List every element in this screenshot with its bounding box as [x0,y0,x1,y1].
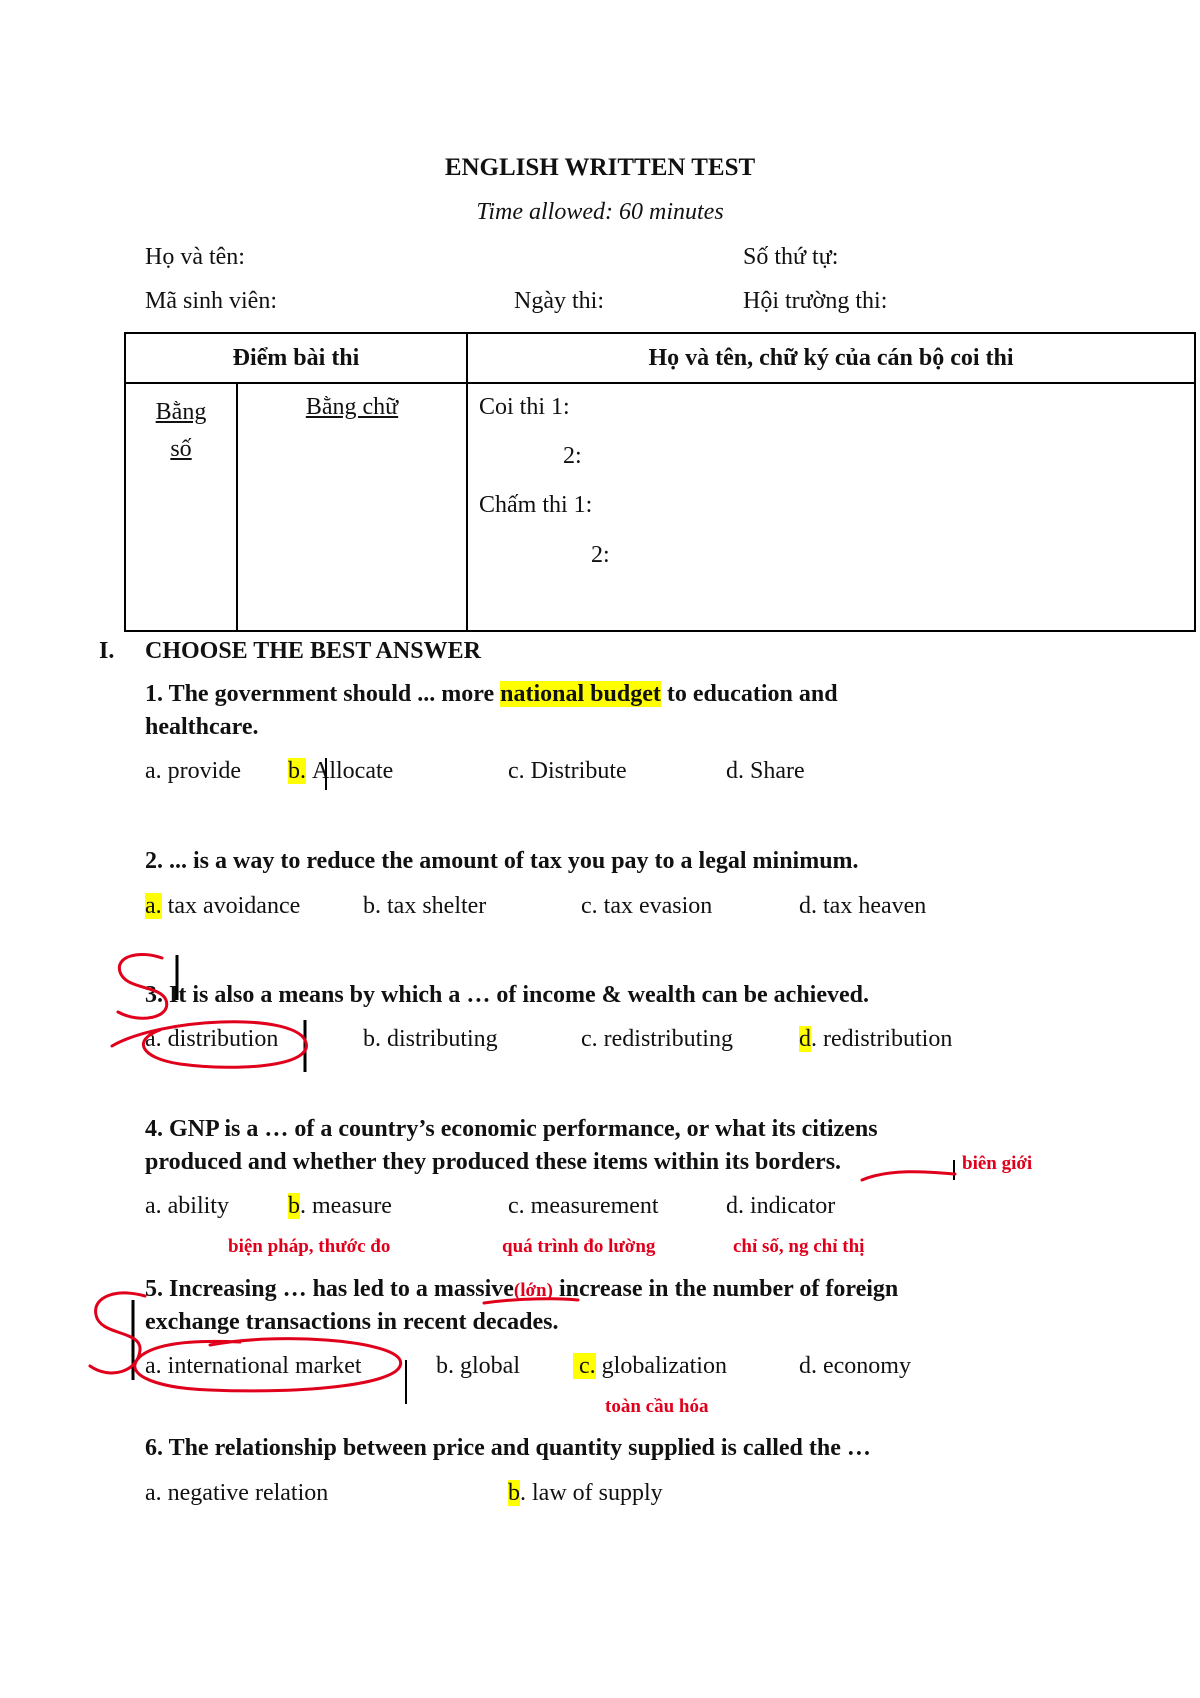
q2-option-c: c. tax evasion [581,893,713,919]
q4-option-b: b. measure [288,1193,392,1219]
score-by-number-cell [125,383,237,631]
test-title: ENGLISH WRITTEN TEST [444,154,756,181]
question-5-text-cont: exchange transactions in recent decades. [145,1309,559,1335]
q3-option-c: c. redistributing [581,1026,733,1052]
section-number: I. [99,638,115,664]
exam-hall-label: Hội trường thi: [743,288,888,314]
answer-highlight: d [799,1026,811,1052]
handwritten-note-massive: (lớn) [513,1280,553,1301]
q4-option-c: c. measurement [508,1193,659,1219]
question-4-text: 4. GNP is a … of a country’s economic performance, or what its citizens [145,1116,878,1142]
q3-option-b: b. distributing [363,1026,498,1052]
proctor-1-label: Coi thi 1: [479,394,570,420]
question-1-text-cont: healthcare. [145,714,259,740]
handwritten-s-mark [90,1293,145,1373]
proctor-header: Họ và tên, chữ ký của cán bộ coi thi [467,333,1195,383]
question-1-text: 1. The government should ... more national budget to education and [145,681,838,707]
section-title: CHOOSE THE BEST ANSWER [145,638,481,664]
question-4-text-cont: produced and whether they produced these items within its borders. [145,1149,842,1175]
proctor-signature-cell [467,383,1195,631]
q6-option-b: b. law of supply [508,1480,663,1506]
question-5-text: 5. Increasing … has led to a massive(lớn) increase in the number of foreign [145,1276,899,1302]
name-label: Họ và tên: [145,244,245,270]
handwritten-note-indicator: chỉ số, ng chỉ thị [733,1236,865,1257]
handwritten-underline [862,1172,955,1180]
score-by-number-label: Bằng số [155,399,207,462]
q5-option-b: b. global [436,1353,520,1379]
grader-2-label: 2: [591,542,610,568]
q5-option-a: a. international market [145,1353,362,1379]
score-header: Điểm bài thi [125,333,467,383]
q1-option-c: c. Distribute [508,758,627,784]
q3-option-a: a. distribution [145,1026,279,1052]
proctor-2-label: 2: [563,443,582,469]
q4-option-a: a. ability [145,1193,229,1219]
time-allowed: Time allowed: 60 minutes [476,199,724,225]
grader-1-label: Chấm thi 1: [479,492,593,518]
student-id-label: Mã sinh viên: [145,288,277,314]
score-table [124,332,1196,632]
answer-highlight: b [288,1193,300,1219]
q2-option-a: a. tax avoidance [145,893,301,919]
question-3-text: 3. It is also a means by which a … of income & wealth can be achieved. [145,982,869,1008]
q4-option-d: d. indicator [726,1193,836,1219]
q2-option-d: d. tax heaven [799,893,927,919]
handwritten-note-measurement: quá trình đo lường [502,1236,656,1257]
q3-option-d: d. redistribution [799,1026,953,1052]
answer-highlight: c. [573,1353,596,1379]
exam-date-label: Ngày thi: [514,288,604,314]
q1-option-d: d. Share [726,758,805,784]
q1-option-a: a. provide [145,758,241,784]
handwritten-note-borders: biên giới [962,1153,1033,1174]
handwritten-note-globalization: toàn cầu hóa [605,1396,709,1417]
q6-option-a: a. negative relation [145,1480,329,1506]
answer-highlight: b. [288,758,306,784]
q2-option-b: b. tax shelter [363,893,487,919]
question-6-text: 6. The relationship between price and quantity supplied is called the … [145,1435,871,1461]
handwritten-note-measure: biện pháp, thước đo [228,1236,391,1257]
score-by-words-cell [237,383,467,631]
answer-highlight: b [508,1480,520,1506]
q5-option-d: d. economy [799,1353,911,1379]
question-2-text: 2. ... is a way to reduce the amount of tax you pay to a legal minimum. [145,848,859,874]
answer-highlight: a. [145,893,162,919]
order-number-label: Số thứ tự: [743,244,839,270]
q5-option-c: c. globalization [573,1353,727,1379]
score-by-words-label: Bằng chữ [305,394,399,420]
q1-option-b: b. Allocate [288,758,394,784]
highlighted-phrase: national budget [500,681,661,707]
